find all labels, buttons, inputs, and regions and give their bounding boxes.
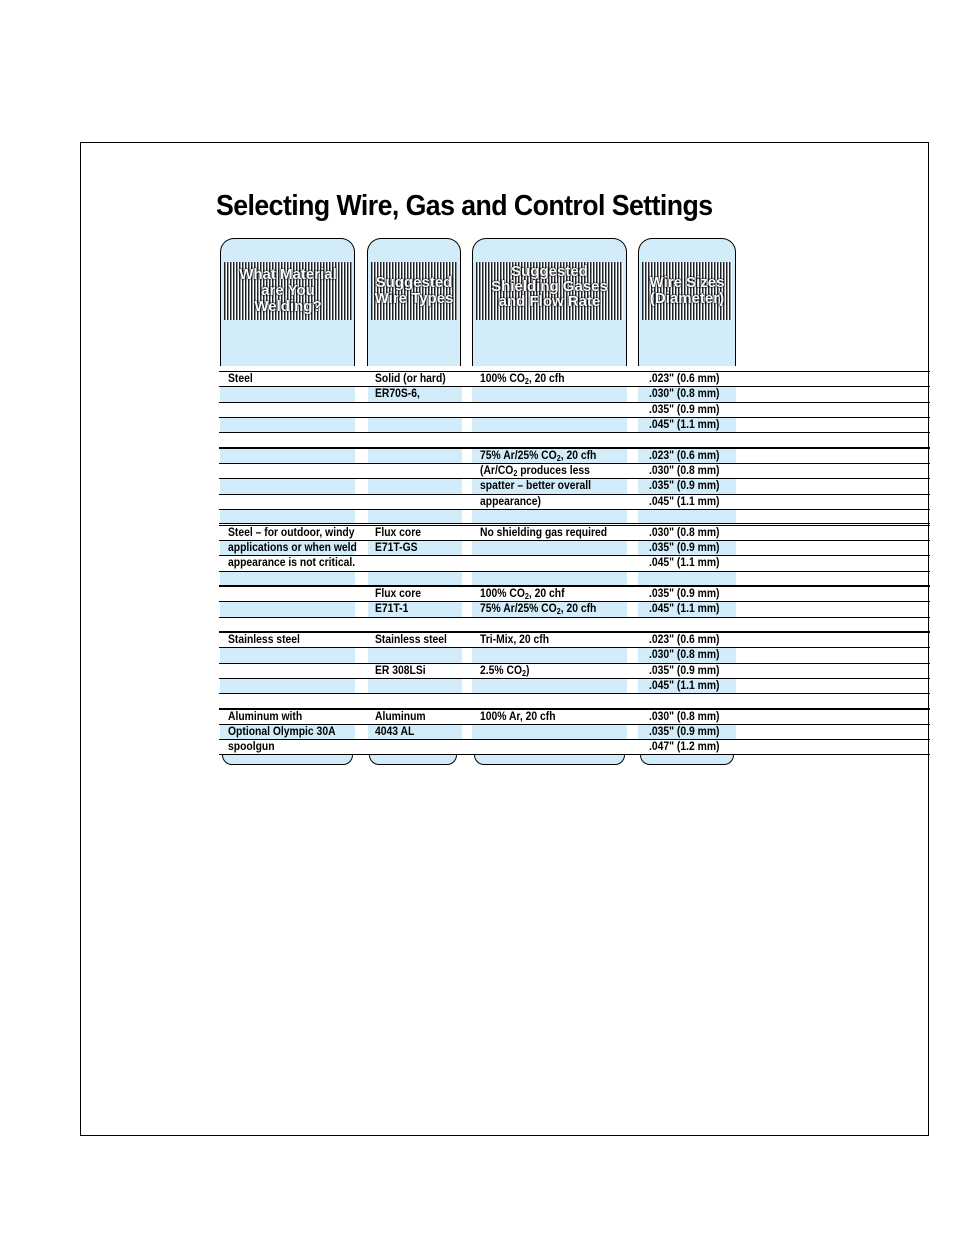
wire-size-cell: .030" (0.8 mm) — [649, 388, 720, 401]
wire-size-cell: .023" (0.6 mm) — [649, 633, 720, 646]
table-row — [219, 693, 930, 708]
wire-size-cell: .045" (1.1 mm) — [649, 495, 720, 508]
wire-type-cell: E71T-1 — [375, 603, 409, 616]
table-row — [219, 647, 930, 662]
cell-background — [220, 679, 355, 693]
cell-background — [368, 556, 462, 570]
cell-background — [220, 387, 355, 401]
table-row — [219, 678, 930, 693]
cell-background — [638, 433, 736, 446]
cell-background — [368, 679, 462, 693]
wire-size-cell: .045" (1.1 mm) — [649, 603, 720, 616]
cell-background — [368, 464, 462, 478]
cell-background — [472, 433, 627, 446]
wire-size-cell: .045" (1.1 mm) — [649, 680, 720, 692]
cell-background — [220, 618, 355, 631]
cell-background — [472, 618, 627, 631]
gas-cell: Tri-Mix, 20 cfh — [480, 633, 550, 646]
wire-size-cell: .035" (0.9 mm) — [649, 664, 720, 677]
table-row — [219, 432, 930, 447]
wire-sizes-column-header: Wire Sizes (Diameter) — [642, 262, 732, 320]
table-row — [219, 402, 930, 417]
wire-size-cell: .035" (0.9 mm) — [649, 403, 720, 416]
wire-type-cell: Flux core — [375, 526, 422, 539]
wire-type-cell: Aluminum — [375, 710, 426, 723]
material-cell: Steel – for outdoor, windy — [228, 526, 355, 539]
table-row — [219, 494, 930, 509]
table-row — [219, 601, 930, 616]
cell-background — [638, 618, 736, 631]
cell-background — [368, 740, 462, 753]
gas-cell: appearance) — [480, 495, 541, 508]
cell-background — [220, 510, 355, 523]
material-cell: Steel — [228, 373, 253, 385]
table-row — [219, 463, 930, 478]
material-cell: spoolgun — [228, 741, 275, 754]
gas-cell: 2.5% $CO_2$) — [480, 664, 530, 678]
cell-background — [220, 495, 355, 509]
cell-background — [220, 572, 355, 585]
cell-background — [472, 387, 627, 401]
page-title: Selecting Wire, Gas and Control Settings — [216, 190, 713, 222]
cell-background — [472, 403, 627, 417]
wire-size-cell: .035" (0.9 mm) — [649, 587, 720, 600]
gas-cell: 75% Ar/25% $CO_2$, 20 cfh — [480, 603, 597, 617]
cell-background — [638, 510, 736, 523]
cell-background — [368, 694, 462, 707]
wire-type-cell: Stainless steel — [375, 633, 447, 646]
table-row — [219, 540, 930, 555]
wire-size-cell: .030" (0.8 mm) — [649, 526, 720, 539]
material-cell: applications or when weld — [228, 541, 357, 554]
material-cell: appearance is not critical. — [228, 557, 356, 570]
material-column-header: What Material are You Welding? — [224, 262, 352, 320]
gas-cell: spatter – better overall — [480, 480, 592, 493]
cell-background — [220, 664, 355, 678]
cell-background — [368, 418, 462, 432]
cell-background — [368, 618, 462, 631]
wire-size-cell: .045" (1.1 mm) — [649, 419, 720, 432]
material-cell: Stainless steel — [228, 633, 300, 646]
table-row — [219, 525, 930, 540]
cell-background — [472, 418, 627, 432]
wire-size-cell: .023" (0.6 mm) — [649, 449, 720, 462]
cell-background — [220, 433, 355, 446]
cell-background — [220, 449, 355, 463]
wire-size-cell: .035" (0.9 mm) — [649, 480, 720, 493]
table-row — [219, 571, 930, 586]
wire-size-cell: .035" (0.9 mm) — [649, 541, 720, 554]
cell-background — [368, 572, 462, 585]
cell-background — [220, 403, 355, 417]
cell-background — [368, 495, 462, 509]
cell-background — [472, 648, 627, 662]
table-row — [219, 448, 930, 463]
cell-background — [472, 725, 627, 739]
cell-background — [368, 449, 462, 463]
table-row — [219, 617, 930, 632]
wire-size-cell: .035" (0.9 mm) — [649, 726, 720, 739]
wire-size-cell: .030" (0.8 mm) — [649, 710, 720, 723]
cell-background — [638, 572, 736, 585]
cell-background — [220, 694, 355, 707]
cell-background — [472, 510, 627, 523]
wire-size-cell: .047" (1.2 mm) — [649, 741, 720, 754]
wire-size-cell: .023" (0.6 mm) — [649, 373, 720, 385]
table-row — [219, 478, 930, 493]
wire-size-cell: .045" (1.1 mm) — [649, 557, 720, 570]
table-row — [219, 371, 930, 386]
cell-background — [368, 403, 462, 417]
table-row — [219, 739, 930, 754]
gas-cell: 75% Ar/25% $CO_2$, 20 cfh — [480, 449, 597, 463]
wire-size-cell: .030" (0.8 mm) — [649, 465, 720, 478]
gas-cell: No shielding gas required — [480, 526, 608, 539]
table-row — [219, 555, 930, 570]
cell-background — [220, 464, 355, 478]
cell-background — [472, 694, 627, 707]
cell-background — [220, 479, 355, 493]
wire-types-column-header: Suggested Wire Types — [371, 262, 457, 320]
cell-background — [368, 648, 462, 662]
gases-column-header: Suggested Shielding Gases and Flow Rate — [476, 262, 623, 320]
cell-background — [368, 510, 462, 523]
wire-type-cell: E71T-GS — [375, 541, 418, 554]
table-row — [219, 663, 930, 678]
material-cell: Aluminum with — [228, 710, 303, 723]
cell-background — [638, 694, 736, 707]
gas-cell: 100% $CO_2$, 20 cfh — [480, 373, 565, 386]
gas-cell: 100% Ar, 20 cfh — [480, 710, 556, 723]
cell-background — [220, 587, 355, 601]
table-row — [219, 586, 930, 601]
table-row — [219, 632, 930, 647]
wire-type-cell: ER 308LSi — [375, 664, 426, 677]
cell-background — [472, 740, 627, 753]
cell-background — [220, 602, 355, 616]
table-row — [219, 386, 930, 401]
gas-cell: 100% $CO_2$, 20 chf — [480, 587, 565, 601]
wire-type-cell: ER70S-6, — [375, 388, 420, 401]
cell-background — [220, 648, 355, 662]
cell-background — [472, 556, 627, 570]
cell-background — [368, 479, 462, 493]
cell-background — [472, 679, 627, 693]
cell-background — [368, 433, 462, 446]
welding-settings-table — [219, 363, 930, 765]
cell-background — [472, 572, 627, 585]
material-cell: Optional Olympic 30A — [228, 726, 336, 739]
table-row — [219, 509, 930, 524]
gas-cell: ($Ar/CO_2$ produces less — [480, 465, 590, 479]
table-row — [219, 417, 930, 432]
wire-type-cell: 4043 AL — [375, 726, 415, 739]
wire-type-cell: Solid (or hard) — [375, 373, 446, 385]
wire-size-cell: .030" (0.8 mm) — [649, 649, 720, 662]
cell-background — [220, 418, 355, 432]
cell-background — [472, 541, 627, 555]
table-row — [219, 724, 930, 739]
wire-type-cell: Flux core — [375, 587, 422, 600]
table-row — [219, 709, 930, 724]
